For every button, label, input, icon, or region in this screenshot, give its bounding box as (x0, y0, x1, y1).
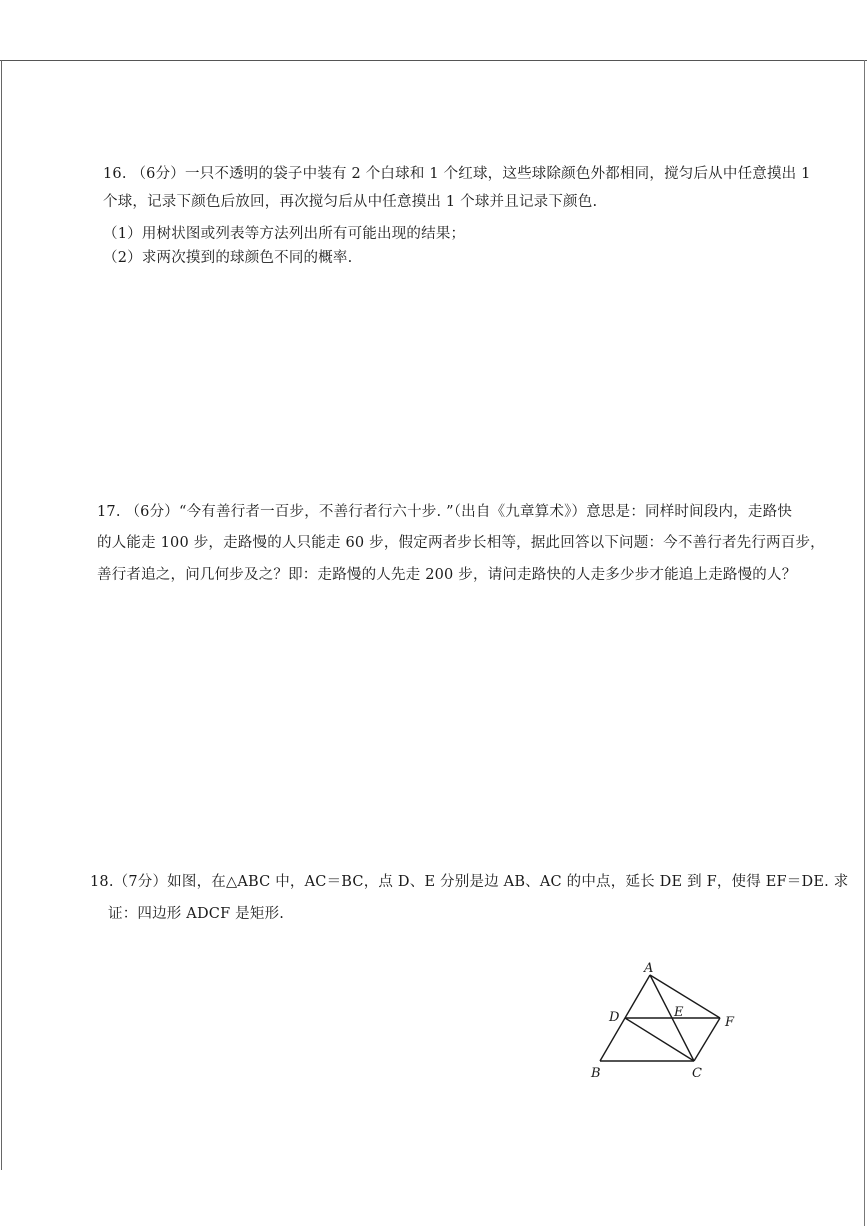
q16-part-2: （2）求两次摸到的球颜色不同的概率. (103, 250, 353, 266)
label-b: B (591, 1066, 601, 1081)
q16-line-2: 个球，记录下颜色后放回，再次搅匀后从中任意摸出 1 个球并且记录下颜色. (103, 194, 598, 210)
label-f: F (725, 1015, 735, 1030)
q16-line-1: 16. （6分）一只不透明的袋子中装有 2 个白球和 1 个红球，这些球除颜色外都相同，搅匀后从中任意摸出 1 (103, 166, 811, 182)
label-a: A (644, 961, 654, 976)
label-e: E (674, 1005, 684, 1020)
geometry-figure (588, 955, 748, 1085)
scan-top-border (0, 60, 867, 61)
q18-line-2: 证：四边形 ADCF 是矩形. (108, 906, 285, 922)
q17-line-3: 善行者追之，问几何步及之？即：走路慢的人先走 200 步，请问走路快的人走多少步才能追上走路慢的人？ (97, 567, 797, 583)
q17-line-2: 的人能走 100 步，走路慢的人只能走 60 步，假定两者步长相等，据此回答以下问题：今不善行者先行两百步， (97, 535, 825, 551)
scan-left-border (1, 60, 2, 1170)
label-d: D (609, 1010, 620, 1025)
q18-line-1: 18.（7分）如图，在△ABC 中，AC＝BC，点 D、E 分别是边 AB、AC 的中点，延长 DE 到 F，使得 EF＝DE. 求 (90, 874, 849, 890)
q17-line-1: 17. （6分）“今有善行者一百步，不善行者行六十步. ”（出自《九章算术》）意思是：同样时间段内，走路快 (97, 504, 793, 520)
q16-part-1: （1）用树状图或列表等方法列出所有可能出现的结果； (103, 226, 466, 242)
segment-fc (694, 1018, 720, 1061)
label-c: C (692, 1066, 702, 1081)
scan-right-border (864, 60, 865, 1226)
